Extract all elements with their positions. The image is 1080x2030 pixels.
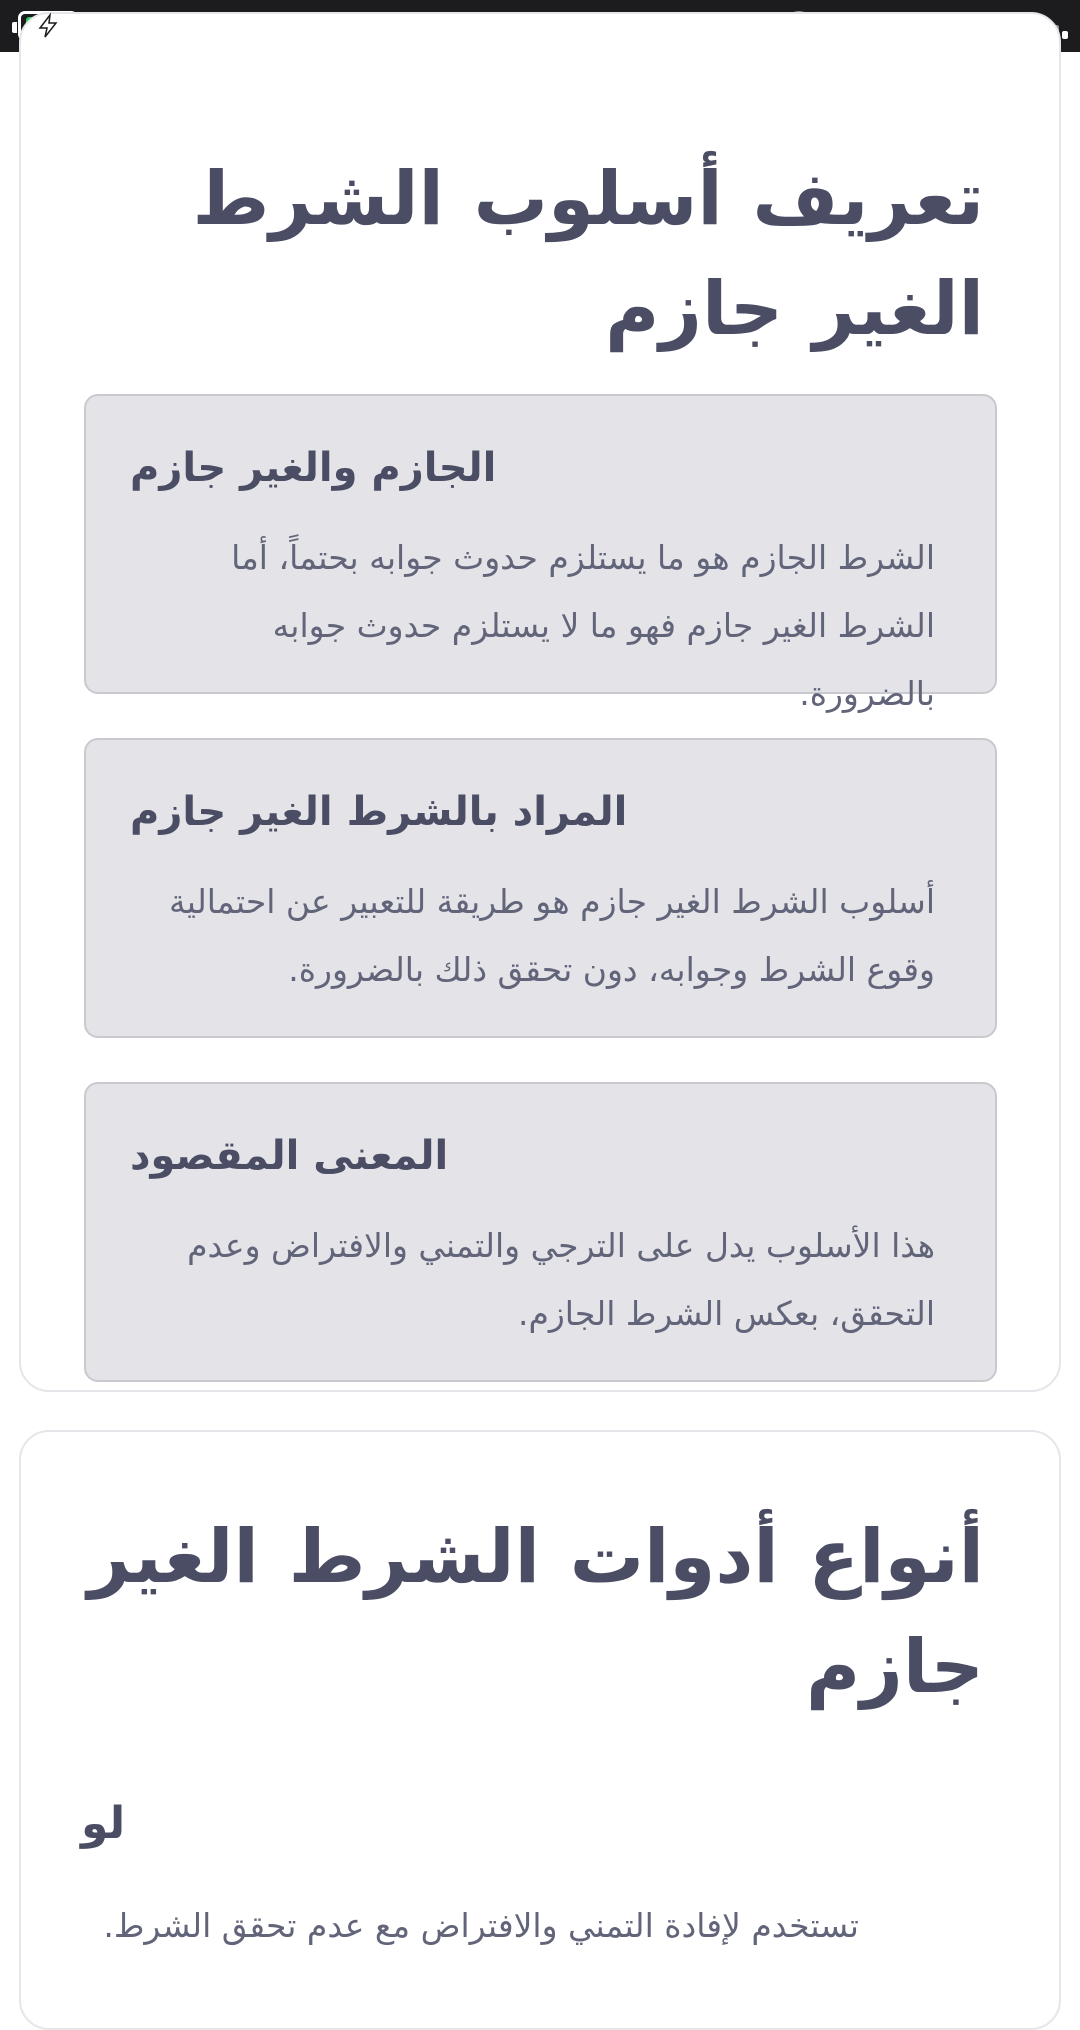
definition-heading: تعريف أسلوب الشرط الغير جازم: [192, 156, 984, 352]
box-text: أسلوب الشرط الغير جازم هو طريقة للتعبير عن احتمالية وقوع الشرط وجوابه، دون تحقق ذلك بالضرورة.: [169, 882, 935, 989]
box-text: هذا الأسلوب يدل على الترجي والتمني والافتراض وعدم التحقق، بعكس الشرط الجازم.: [187, 1226, 935, 1333]
types-subheading: [81, 1794, 984, 1854]
definition-box: [84, 738, 997, 1038]
definition-box: [84, 1082, 997, 1382]
definition-box: [84, 394, 997, 713]
box-title-text: المراد بالشرط الغير جازم: [130, 789, 628, 835]
types-description: تستخدم لإفادة التمني والافتراض مع عدم تحقق الشرط.: [103, 1906, 859, 1945]
charging-bolt-icon: [37, 14, 59, 38]
box-title: [130, 1128, 951, 1184]
box-text: الشرط الجازم هو ما يستلزم حدوث جوابه بحتماً، أما الشرط الغير جازم فهو ما لا يستلزم حدوث جوابه بالضرورة.: [231, 538, 935, 713]
box-title: [130, 784, 951, 840]
types-section-card: [19, 1430, 1061, 2030]
box-title: [130, 440, 951, 496]
box-title-text: المعنى المقصود: [130, 1133, 449, 1179]
subheading-text: لو: [81, 1798, 126, 1849]
page-content[interactable]: [0, 52, 1080, 1945]
definition-section-card: [19, 12, 1061, 1392]
types-heading: أنواع أدوات الشرط الغير جازم: [87, 1514, 984, 1710]
box-title-text: الجازم والغير جازم: [130, 445, 497, 491]
signal-bar: [1062, 31, 1068, 39]
